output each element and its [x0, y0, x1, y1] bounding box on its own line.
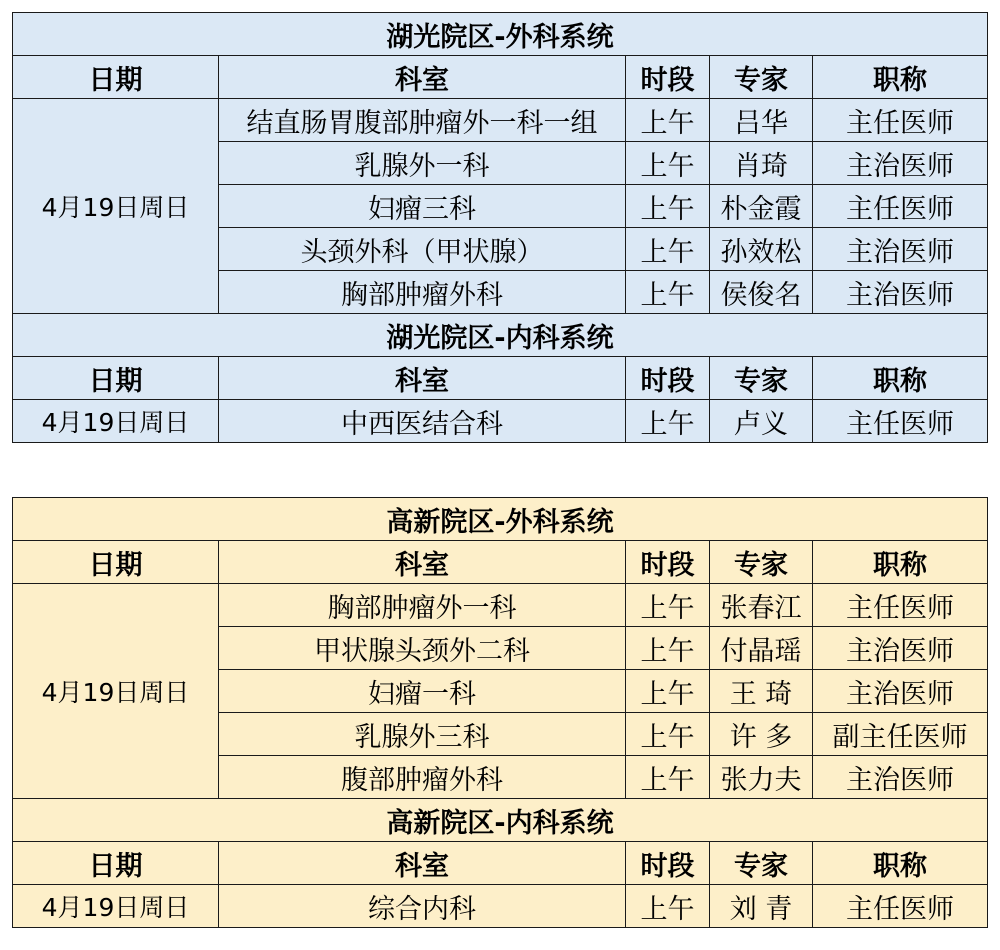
header-expert: 专家: [710, 357, 813, 400]
header-department: 科室: [219, 541, 626, 584]
session-cell: 上午: [626, 99, 710, 142]
header-date: 日期: [13, 357, 219, 400]
header-row: [13, 357, 988, 400]
session-cell: 上午: [626, 670, 710, 713]
header-title: 职称: [813, 541, 988, 584]
title-cell: 主任医师: [813, 584, 988, 627]
header-expert: 专家: [710, 842, 813, 885]
session-cell: 上午: [626, 185, 710, 228]
title-cell: 主任医师: [813, 99, 988, 142]
section-title: 湖光院区-外科系统: [13, 13, 988, 56]
expert-cell: 卢义: [710, 400, 813, 443]
title-cell: 主治医师: [813, 228, 988, 271]
header-department: 科室: [219, 357, 626, 400]
header-department: 科室: [219, 842, 626, 885]
expert-cell: 张力夫: [710, 756, 813, 799]
department-cell: 胸部肿瘤外科: [219, 271, 626, 314]
section-title: 湖光院区-内科系统: [13, 314, 988, 357]
expert-cell: 侯俊名: [710, 271, 813, 314]
title-cell: 主治医师: [813, 756, 988, 799]
gaoxin-schedule-table: [12, 497, 988, 928]
department-cell: 妇瘤三科: [219, 185, 626, 228]
department-cell: 综合内科: [219, 885, 626, 928]
date-cell: 4月19日周日: [13, 400, 219, 443]
expert-cell: 朴金霞: [710, 185, 813, 228]
title-cell: 主治医师: [813, 271, 988, 314]
session-cell: 上午: [626, 713, 710, 756]
header-department: 科室: [219, 56, 626, 99]
header-row: [13, 541, 988, 584]
table-row: [13, 584, 988, 627]
header-date: 日期: [13, 56, 219, 99]
header-expert: 专家: [710, 541, 813, 584]
section-title-row: [13, 13, 988, 56]
session-cell: 上午: [626, 142, 710, 185]
title-cell: 主任医师: [813, 400, 988, 443]
section-title-row: [13, 498, 988, 541]
date-cell: 4月19日周日: [13, 885, 219, 928]
expert-cell: 孙效松: [710, 228, 813, 271]
department-cell: 甲状腺头颈外二科: [219, 627, 626, 670]
header-expert: 专家: [710, 56, 813, 99]
section-title: 高新院区-内科系统: [13, 799, 988, 842]
department-cell: 头颈外科（甲状腺）: [219, 228, 626, 271]
title-cell: 主治医师: [813, 670, 988, 713]
expert-cell: 刘 青: [710, 885, 813, 928]
header-row: [13, 842, 988, 885]
department-cell: 妇瘤一科: [219, 670, 626, 713]
session-cell: 上午: [626, 228, 710, 271]
expert-cell: 王 琦: [710, 670, 813, 713]
department-cell: 结直肠胃腹部肿瘤外一科一组: [219, 99, 626, 142]
title-cell: 主治医师: [813, 142, 988, 185]
department-cell: 乳腺外三科: [219, 713, 626, 756]
session-cell: 上午: [626, 885, 710, 928]
header-session: 时段: [626, 842, 710, 885]
date-cell: 4月19日周日: [13, 584, 219, 799]
table-row: [13, 400, 988, 443]
section-title: 高新院区-外科系统: [13, 498, 988, 541]
department-cell: 胸部肿瘤外一科: [219, 584, 626, 627]
header-title: 职称: [813, 357, 988, 400]
header-date: 日期: [13, 842, 219, 885]
title-cell: 主治医师: [813, 627, 988, 670]
title-cell: 主任医师: [813, 185, 988, 228]
header-title: 职称: [813, 842, 988, 885]
header-session: 时段: [626, 357, 710, 400]
header-session: 时段: [626, 56, 710, 99]
expert-cell: 付晶瑶: [710, 627, 813, 670]
department-cell: 腹部肿瘤外科: [219, 756, 626, 799]
session-cell: 上午: [626, 756, 710, 799]
department-cell: 中西医结合科: [219, 400, 626, 443]
huguang-schedule-table: [12, 12, 988, 443]
title-cell: 主任医师: [813, 885, 988, 928]
session-cell: 上午: [626, 627, 710, 670]
table-row: [13, 885, 988, 928]
header-date: 日期: [13, 541, 219, 584]
header-session: 时段: [626, 541, 710, 584]
section-title-row: [13, 314, 988, 357]
header-row: [13, 56, 988, 99]
expert-cell: 肖琦: [710, 142, 813, 185]
title-cell: 副主任医师: [813, 713, 988, 756]
session-cell: 上午: [626, 271, 710, 314]
table-row: [13, 99, 988, 142]
department-cell: 乳腺外一科: [219, 142, 626, 185]
date-cell: 4月19日周日: [13, 99, 219, 314]
expert-cell: 张春江: [710, 584, 813, 627]
expert-cell: 吕华: [710, 99, 813, 142]
expert-cell: 许 多: [710, 713, 813, 756]
session-cell: 上午: [626, 400, 710, 443]
header-title: 职称: [813, 56, 988, 99]
section-title-row: [13, 799, 988, 842]
session-cell: 上午: [626, 584, 710, 627]
